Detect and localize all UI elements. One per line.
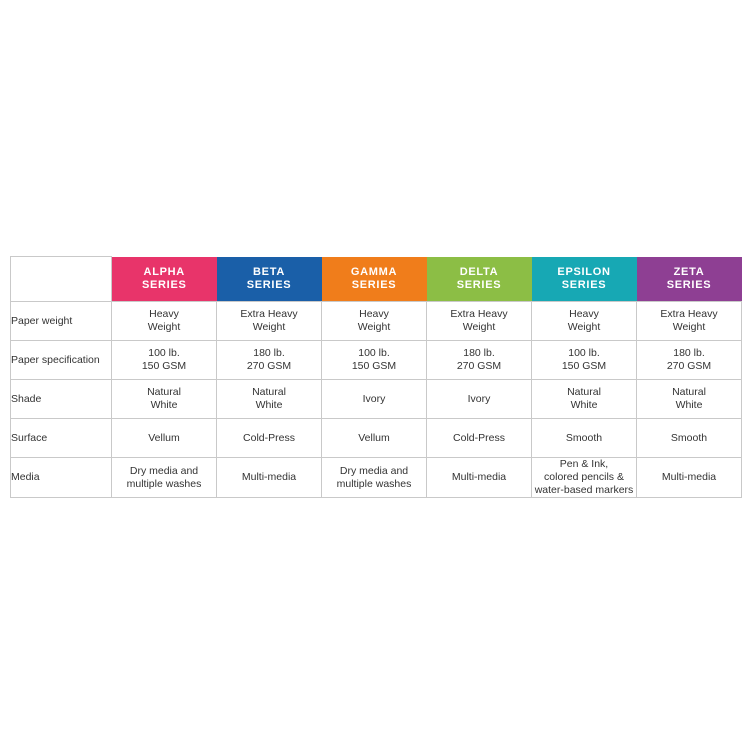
cell-line: Heavy [149,308,179,320]
cell-line: Weight [462,321,496,333]
cell-line: 100 lb. [568,347,600,359]
table-cell [112,341,217,380]
table-cell [532,458,637,498]
cell-line: White [255,399,283,411]
series-name: BETA [253,265,285,278]
cell-line: Natural [147,386,181,398]
row-label: Media [11,458,112,498]
cell-line: 100 lb. [358,347,390,359]
table-row [11,380,742,419]
cell-line: colored pencils & [544,471,624,483]
cell-line: White [570,399,598,411]
table-cell [322,458,427,498]
row-label: Surface [11,419,112,458]
column-header-epsilon [532,257,637,302]
cell-line: Weight [147,321,181,333]
cell-line: 150 GSM [561,360,607,372]
table-row [11,341,742,380]
cell-line: 150 GSM [351,360,397,372]
table-cell [217,302,322,341]
table-cell [112,458,217,498]
cell-line: Extra Heavy [660,308,718,320]
column-header-delta [427,257,532,302]
table-cell [532,341,637,380]
row-label: Paper weight [11,302,112,341]
cell-line: Ivory [362,392,386,405]
cell-line: 100 lb. [148,347,180,359]
series-name: GAMMA [350,265,398,278]
column-header-alpha [112,257,217,302]
table-cell [322,419,427,458]
series-name: EPSILON [557,265,611,278]
row-label: Shade [11,380,112,419]
table-header-row [11,257,742,302]
cell-line: 180 lb. [463,347,495,359]
paper-spec-table-container [10,256,741,498]
table-row [11,458,742,498]
cell-line: Weight [252,321,286,333]
table-cell [217,380,322,419]
table-cell [637,419,742,458]
table-row [11,419,742,458]
cell-line: 270 GSM [246,360,292,372]
series-word: SERIES [246,278,292,291]
cell-line: 270 GSM [456,360,502,372]
series-name: ZETA [673,265,705,278]
cell-line: Multi-media [451,471,507,483]
cell-line: 180 lb. [253,347,285,359]
series-word: SERIES [141,278,187,291]
table-cell [322,302,427,341]
cell-line: White [675,399,703,411]
table-cell [112,302,217,341]
table-cell [217,341,322,380]
table-cell [112,419,217,458]
cell-line: Pen & Ink, [559,458,609,470]
cell-line: Heavy [359,308,389,320]
table-cell [217,458,322,498]
cell-line: Vellum [148,431,180,444]
cell-line: 270 GSM [666,360,712,372]
table-cell [427,302,532,341]
table-body [11,302,742,498]
table-cell [637,380,742,419]
table-cell [112,380,217,419]
table-cell [217,419,322,458]
cell-line: Heavy [569,308,599,320]
series-name: DELTA [459,265,499,278]
cell-line: Weight [567,321,601,333]
cell-line: 180 lb. [673,347,705,359]
table-cell [427,419,532,458]
cell-line: Dry media and [129,464,199,477]
table-cell [637,341,742,380]
table-cell [427,458,532,498]
table-cell [637,458,742,498]
table-corner-cell [11,257,112,302]
series-word: SERIES [666,278,712,291]
cell-line: Weight [672,321,706,333]
cell-line: multiple washes [126,477,202,490]
cell-line: Dry media and [339,464,409,477]
cell-line: Weight [357,321,391,333]
table-cell [427,341,532,380]
cell-line: Natural [672,386,706,398]
cell-line: Smooth [670,431,708,444]
series-name: ALPHA [143,265,185,278]
cell-line: Cold-Press [243,431,295,444]
row-label: Paper specification [11,341,112,380]
table-row [11,302,742,341]
cell-line: Natural [252,386,286,398]
table-header [11,257,742,302]
cell-line: Vellum [358,431,390,444]
cell-line: Extra Heavy [450,308,508,320]
table-cell [322,341,427,380]
cell-line: Cold-Press [453,431,505,444]
cell-line: White [150,399,178,411]
cell-line: multiple washes [336,477,412,490]
table-cell [637,302,742,341]
cell-line: Multi-media [241,471,297,483]
column-header-gamma [322,257,427,302]
column-header-zeta [637,257,742,302]
table-cell [427,380,532,419]
cell-line: 150 GSM [141,360,187,372]
table-cell [532,302,637,341]
table-cell [322,380,427,419]
table-cell [532,380,637,419]
cell-line: water-based markers [534,484,634,496]
column-header-beta [217,257,322,302]
series-word: SERIES [561,278,607,291]
cell-line: Extra Heavy [240,308,298,320]
series-word: SERIES [351,278,397,291]
table-cell [532,419,637,458]
cell-line: Smooth [565,431,603,444]
cell-line: Natural [567,386,601,398]
cell-line: Multi-media [661,471,717,483]
series-word: SERIES [456,278,502,291]
cell-line: Ivory [467,392,491,405]
paper-spec-table [10,256,742,498]
